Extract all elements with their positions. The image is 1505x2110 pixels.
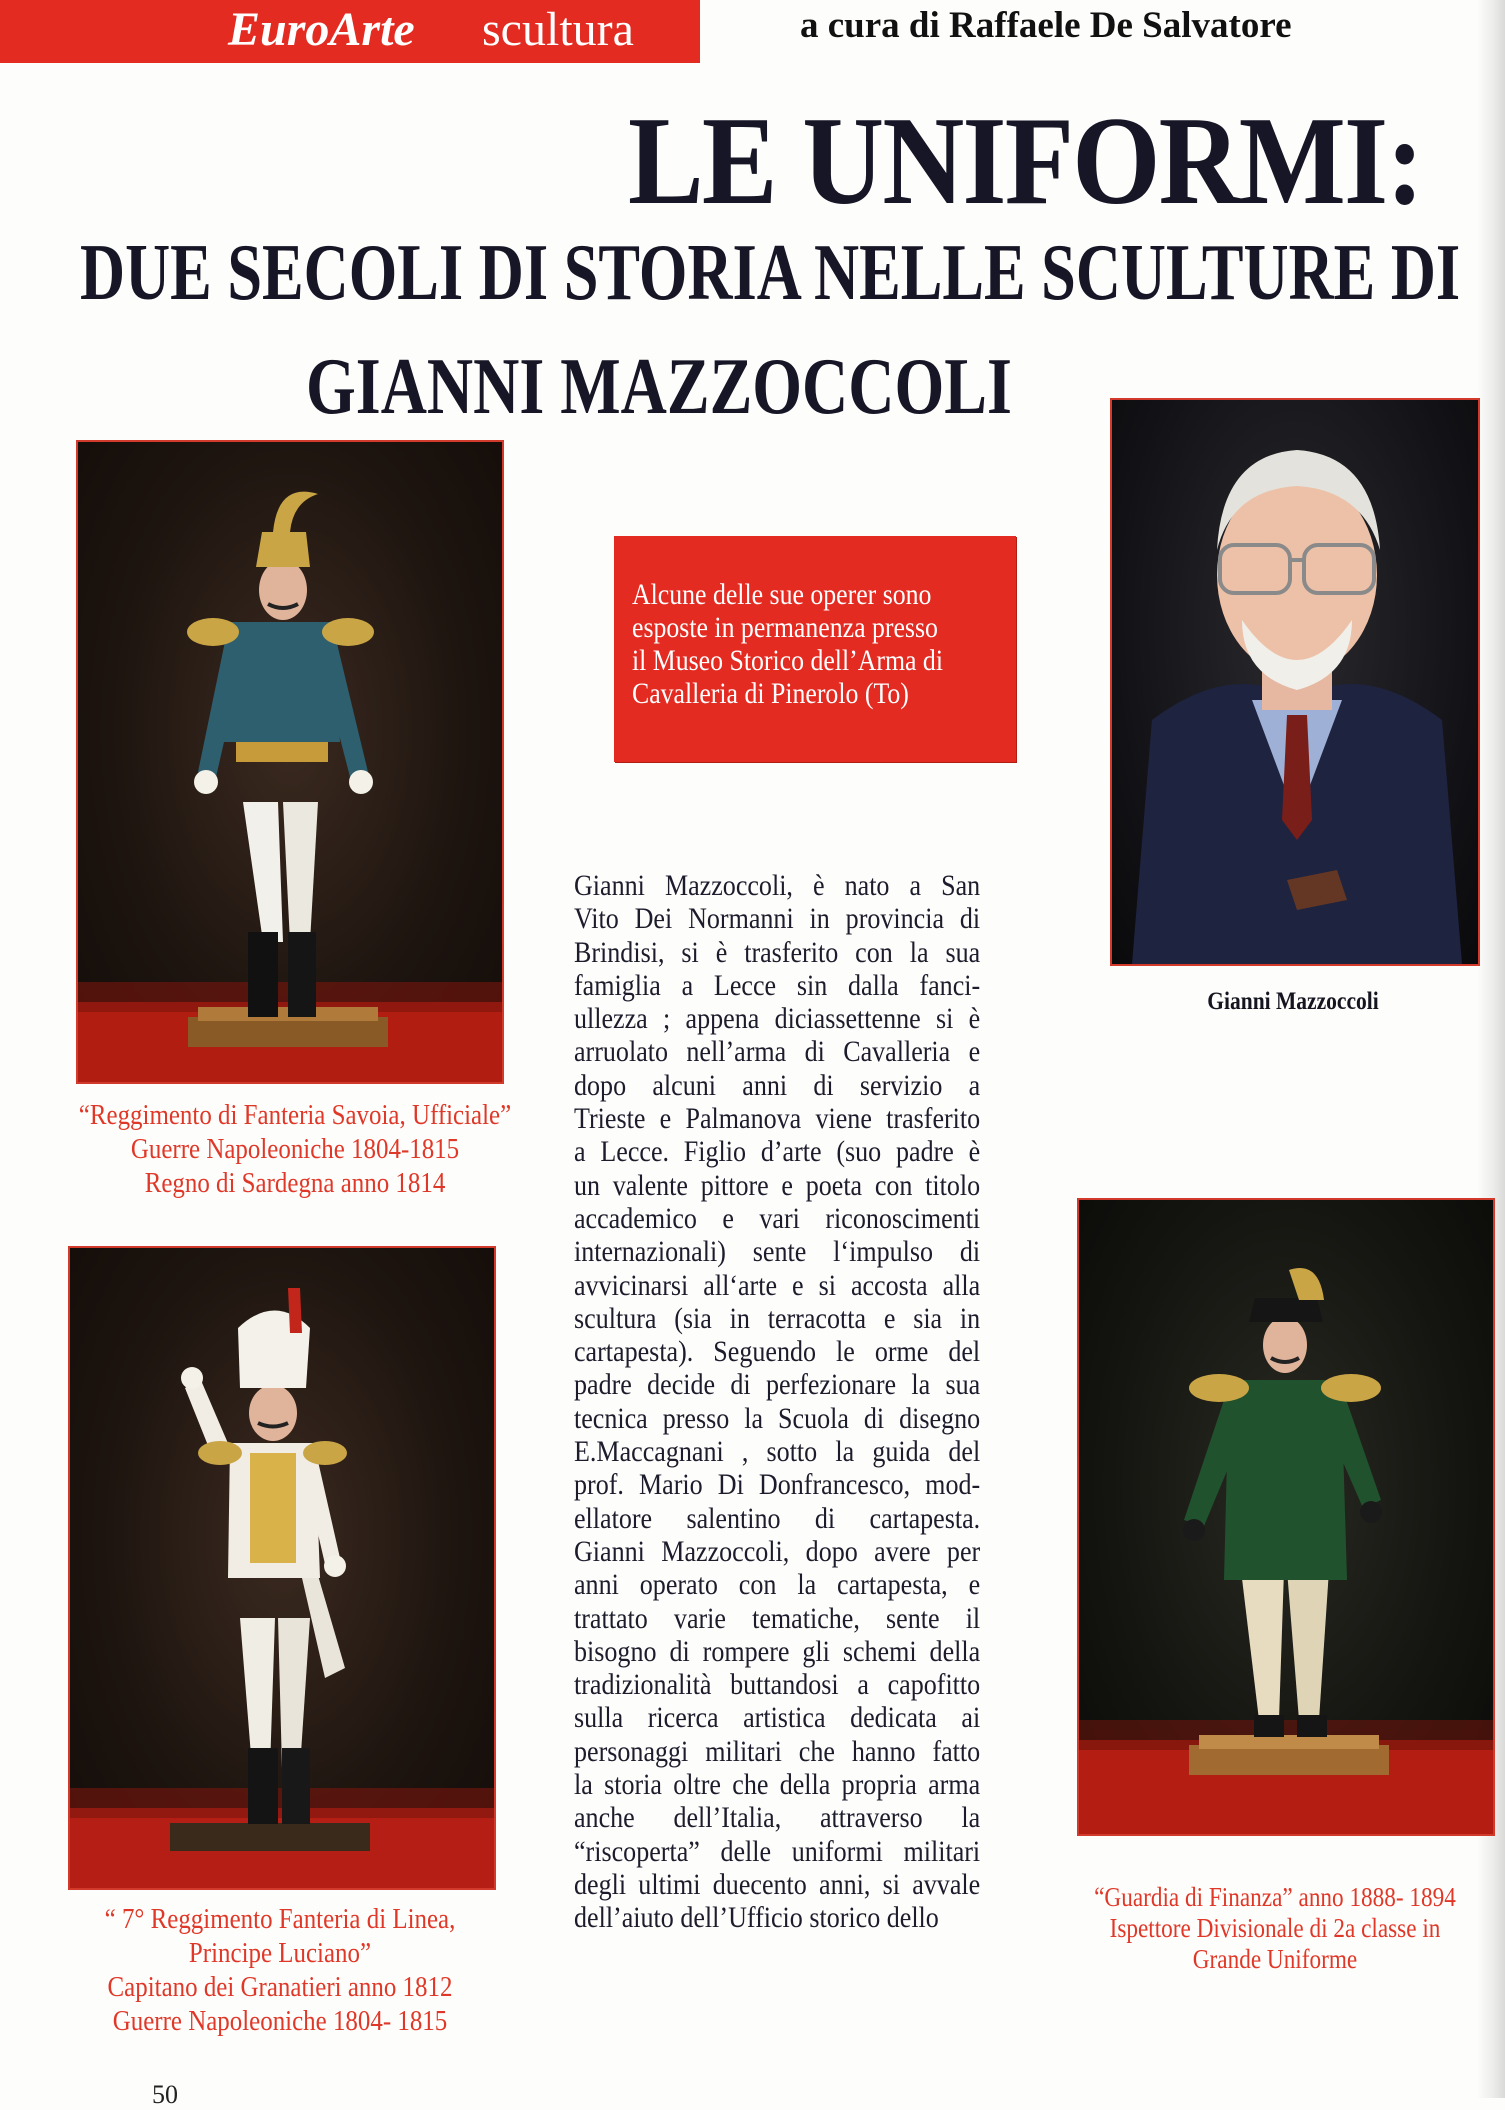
photo-statuette-grenadier	[68, 1246, 496, 1890]
body-text-line: a Lecce. Figlio d’arte (suo padre è	[574, 1136, 981, 1169]
body-text-line: ellatore salentino di cartapesta.	[574, 1502, 981, 1535]
info-box-line: Cavalleria di Pinerolo (To)	[632, 677, 909, 710]
body-text-line: Gianni Mazzoccoli, dopo avere per	[574, 1535, 981, 1568]
body-text-line: avvicinarsi all‘arte e si accosta alla	[574, 1269, 981, 1302]
body-text-line: dopo alcuni anni di servizio a	[574, 1069, 981, 1102]
caption-statuette-savoia	[76, 1098, 515, 1200]
info-box-line: esposte in permanenza presso	[632, 611, 938, 644]
body-text-line: dell’aiuto dell’Ufficio storico dello	[574, 1902, 939, 1935]
statuette-finanza-image	[1079, 1200, 1493, 1834]
body-text-line: un valente pittore e poeta con titolo	[574, 1169, 981, 1202]
portrait-image	[1112, 400, 1478, 964]
info-box-line: il Museo Storico dell’Arma di	[632, 644, 943, 677]
body-text-line: trattato varie tematiche, sente il	[574, 1602, 981, 1635]
body-text-line: “riscoperta” delle uniformi militari	[574, 1835, 981, 1868]
caption-line: “Guardia di Finanza” anno 1888- 1894	[1094, 1882, 1456, 1912]
body-text-line: famiglia a Lecce sin dalla fanci-	[574, 969, 981, 1002]
article-title: LE UNIFORMI:	[628, 92, 1423, 231]
body-text-line: sulla ricerca artistica dedicata ai	[574, 1702, 981, 1735]
caption-statuette-grenadier	[65, 1902, 495, 2038]
body-text-line: personaggi militari che hanno fatto	[574, 1735, 981, 1768]
body-text-line: degli ultimi duecento anni, si avvale	[574, 1868, 981, 1901]
body-text-line: prof. Mario Di Donfrancesco, mod-	[574, 1469, 981, 1502]
body-text-line: internazionali) sente l‘impulso di	[574, 1236, 981, 1269]
photo-statuette-guardia-di-finanza	[1077, 1198, 1495, 1836]
header-section: scultura	[482, 3, 634, 56]
caption-line: Guerre Napoleoniche 1804-1815	[130, 1133, 460, 1165]
header-brand: EuroArte	[228, 3, 415, 56]
header-credit: a cura di Raffaele De Salvatore	[800, 5, 1292, 46]
body-text-line: padre decide di perfezionare la sua	[574, 1369, 981, 1402]
caption-line: Principe Luciano”	[188, 1937, 372, 1969]
body-text-line: tecnica presso la Scuola di disegno	[574, 1402, 981, 1435]
body-text-line: accademico e vari riconoscimenti	[574, 1202, 981, 1235]
caption-line: Regno di Sardegna anno 1814	[144, 1167, 446, 1199]
body-text-line: Brindisi, si è trasferito con la sua	[574, 936, 981, 969]
caption-portrait: Gianni Mazzoccoli	[1207, 988, 1379, 1015]
body-text-line: anche dell’Italia, attraverso la	[574, 1802, 981, 1835]
body-text-line: anni operato con la cartapesta, e	[574, 1569, 981, 1602]
caption-line: Capitano dei Granatieri anno 1812	[107, 1971, 453, 2003]
caption-line: Grande Uniforme	[1192, 1944, 1358, 1974]
article-subtitle-line-2: GIANNI MAZZOCCOLI	[306, 343, 1012, 431]
statuette-savoia-image	[78, 442, 502, 1082]
info-box-line: Alcune delle sue operer sono	[632, 578, 932, 611]
caption-line: Guerre Napoleoniche 1804- 1815	[112, 2005, 448, 2037]
body-text-line: tradizionalità buttandosi a capofitto	[574, 1669, 981, 1702]
article-subtitle-line-1: DUE SECOLI DI STORIA NELLE SCULTURE DI	[80, 229, 1461, 317]
body-text-line: E.Maccagnani , sotto la guida del	[574, 1436, 981, 1469]
body-text-line: bisogno di rompere gli schemi della	[574, 1635, 981, 1668]
body-text-line: la storia oltre che della propria arma	[574, 1769, 981, 1802]
body-text-line: ullezza ; appena diciassettenne si è	[574, 1003, 981, 1036]
body-text-line: cartapesta). Seguendo le orme del	[574, 1336, 981, 1369]
caption-statuette-guardia-di-finanza	[1073, 1882, 1477, 1975]
body-text-line: Vito Dei Normanni in provincia di	[574, 903, 981, 936]
body-text-line: scultura (sia in terracotta e sia in	[574, 1302, 981, 1335]
page-number: 50	[152, 2080, 178, 2109]
info-box-text	[632, 578, 952, 710]
photo-statuette-savoia	[76, 440, 504, 1084]
article-body	[574, 870, 980, 1936]
photo-portrait-gianni-mazzoccoli	[1110, 398, 1480, 966]
body-text-line: Trieste e Palmanova viene trasferito	[574, 1103, 981, 1136]
body-text-line: Gianni Mazzoccoli, è nato a San	[574, 870, 981, 902]
caption-line: “ 7° Reggimento Fanteria di Linea,	[104, 1903, 456, 1935]
body-text-line: arruolato nell’arma di Cavalleria e	[574, 1036, 981, 1069]
caption-line: Ispettore Divisionale di 2a classe in	[1109, 1913, 1441, 1943]
caption-line: “Reggimento di Fanteria Savoia, Ufficiale”	[78, 1099, 512, 1131]
statuette-grenadier-image	[70, 1248, 494, 1888]
